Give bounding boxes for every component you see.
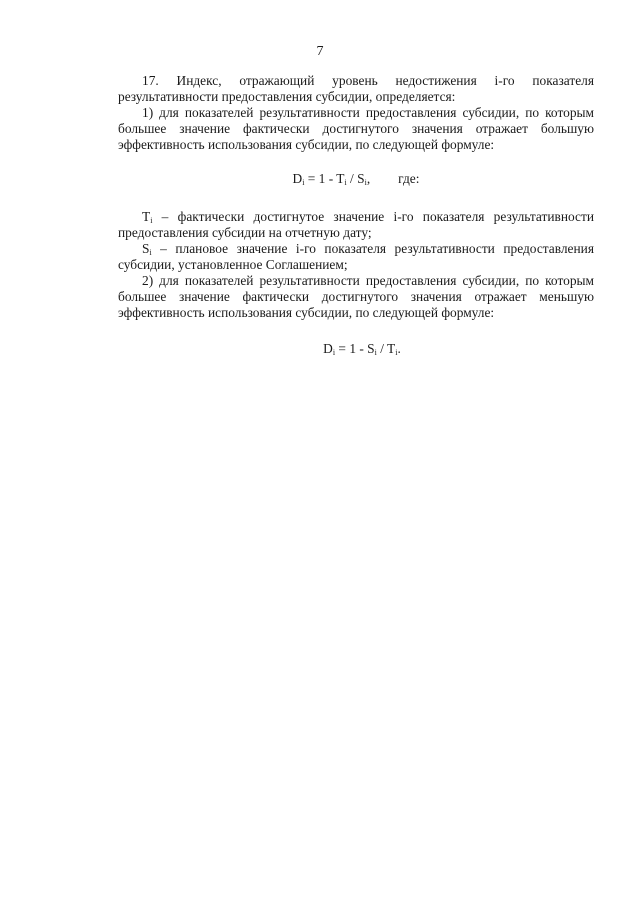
formula-1 xyxy=(118,171,594,187)
formula-1-middle: = 1 - T xyxy=(304,171,345,186)
formula-1-d-sub: i xyxy=(302,178,305,187)
formula-2-end: . xyxy=(397,341,401,356)
formula-2-s-sub: i xyxy=(374,348,377,357)
formula-2 xyxy=(118,341,594,357)
formula-1-slash: / S xyxy=(346,171,365,186)
page-number: 7 xyxy=(316,44,324,59)
paragraph-item-1: 1) для показателей результативности предоставления субсидии, по которым большее значение фактически достигнутого значения отражает большую эффективность использования субсидии, по следующей формуле: xyxy=(118,105,594,152)
formula-2-t-sub: i xyxy=(395,348,398,357)
paragraph-item-2: 2) для показателей результативности предоставления субсидии, по которым большее значение фактически достигнутого значения отражает меньшую эффективность использования субсидии, по следующей формуле: xyxy=(118,273,594,320)
definition-s-letter: S xyxy=(142,241,150,256)
definition-t-sub: i xyxy=(150,216,153,225)
definition-t-letter: T xyxy=(142,209,151,224)
formula-1-d: D xyxy=(292,171,303,186)
formula-1-s-sub: i xyxy=(364,178,367,187)
formula-1-where: где: xyxy=(398,171,420,186)
formula-2-middle: = 1 - S xyxy=(335,341,375,356)
formula-1-end: , xyxy=(366,171,371,186)
formula-1-t-sub: i xyxy=(344,178,347,187)
definition-s xyxy=(118,241,594,273)
definition-s-sub: i xyxy=(149,248,152,257)
formula-2-slash: / T xyxy=(376,341,396,356)
formula-2-d-sub: i xyxy=(332,348,336,357)
definition-t xyxy=(118,209,594,241)
formula-2-d: D xyxy=(323,341,333,356)
document-body xyxy=(118,73,594,357)
paragraph-17: 17. Индекс, отражающий уровень недостижения i-го показателя результативности предоставления субсидии, определяется: xyxy=(118,73,594,104)
definition-s-text: – плановое значение i-го показателя результативности предоставления субсидии, установленное Соглашением; xyxy=(118,241,594,272)
definition-t-text: – фактически достигнутое значение i-го показателя результативности предоставления субсидии на отчетную дату; xyxy=(118,209,594,240)
